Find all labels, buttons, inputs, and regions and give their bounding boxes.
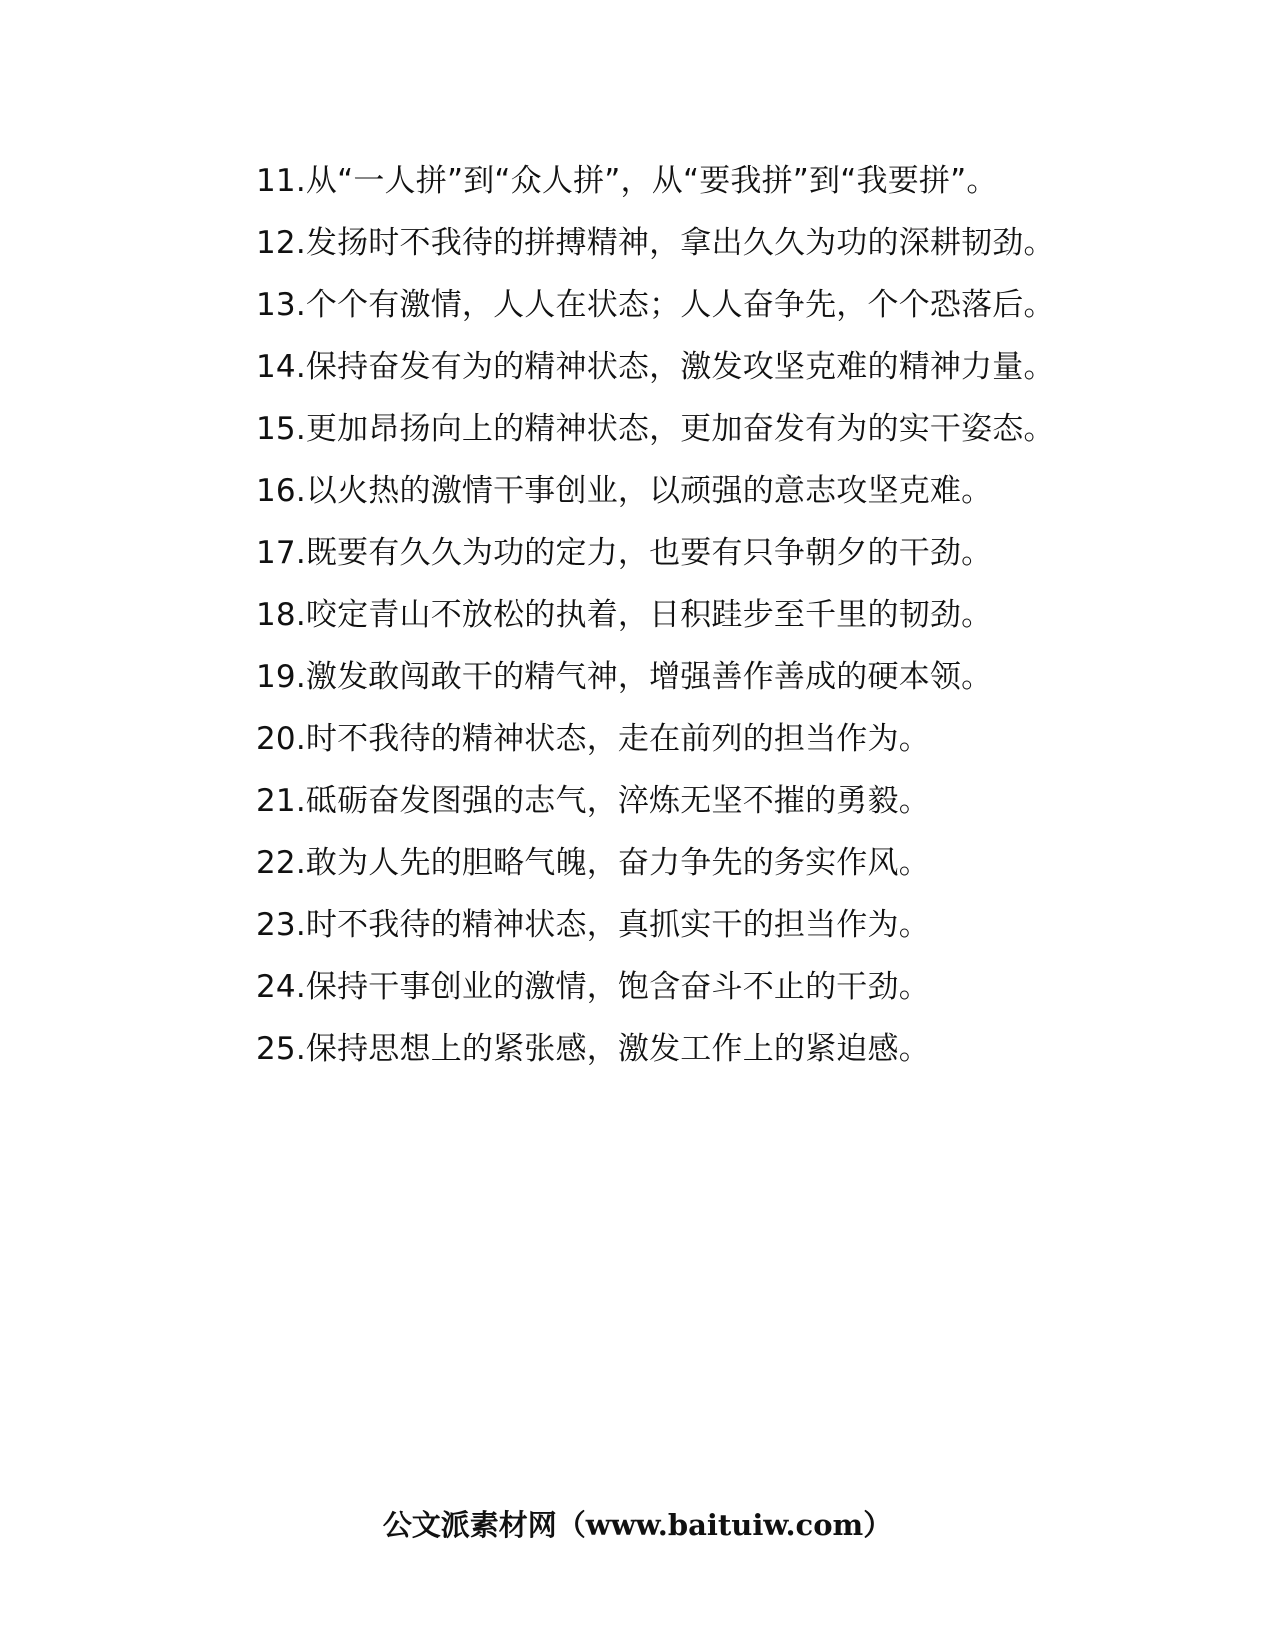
list-item: 18.咬定青山不放松的执着，日积跬步至千里的韧劲。 [256, 597, 993, 633]
list-item: 13.个个有激情，人人在状态；人人奋争先，个个恐落后。 [256, 287, 1055, 323]
list-item: 25.保持思想上的紧张感，激发工作上的紧迫感。 [256, 1031, 930, 1067]
list-item: 12.发扬时不我待的拼搏精神，拿出久久为功的深耕韧劲。 [256, 225, 1055, 261]
list-item: 22.敢为人先的胆略气魄，奋力争先的务实作风。 [256, 845, 930, 881]
list-item: 19.激发敢闯敢干的精气神，增强善作善成的硬本领。 [256, 659, 993, 695]
list-item: 16.以火热的激情干事创业，以顽强的意志攻坚克难。 [256, 473, 993, 509]
list-item: 17.既要有久久为功的定力，也要有只争朝夕的干劲。 [256, 535, 993, 571]
document-body [187, 150, 1092, 1080]
footer-source: 公文派素材网（www.baituiw.com） [382, 1508, 893, 1542]
list-item: 15.更加昂扬向上的精神状态，更加奋发有为的实干姿态。 [256, 411, 1055, 447]
list-item: 23.时不我待的精神状态，真抓实干的担当作为。 [256, 907, 930, 943]
list-item: 20.时不我待的精神状态，走在前列的担当作为。 [256, 721, 930, 757]
list-item: 24.保持干事创业的激情，饱含奋斗不止的干劲。 [256, 969, 930, 1005]
list-item: 14.保持奋发有为的精神状态，激发攻坚克难的精神力量。 [256, 349, 1055, 385]
list-item: 11.从“一人拼”到“众人拼”，从“要我拼”到“我要拼”。 [256, 163, 998, 199]
list-item: 21.砥砺奋发图强的志气，淬炼无坚不摧的勇毅。 [256, 783, 930, 819]
